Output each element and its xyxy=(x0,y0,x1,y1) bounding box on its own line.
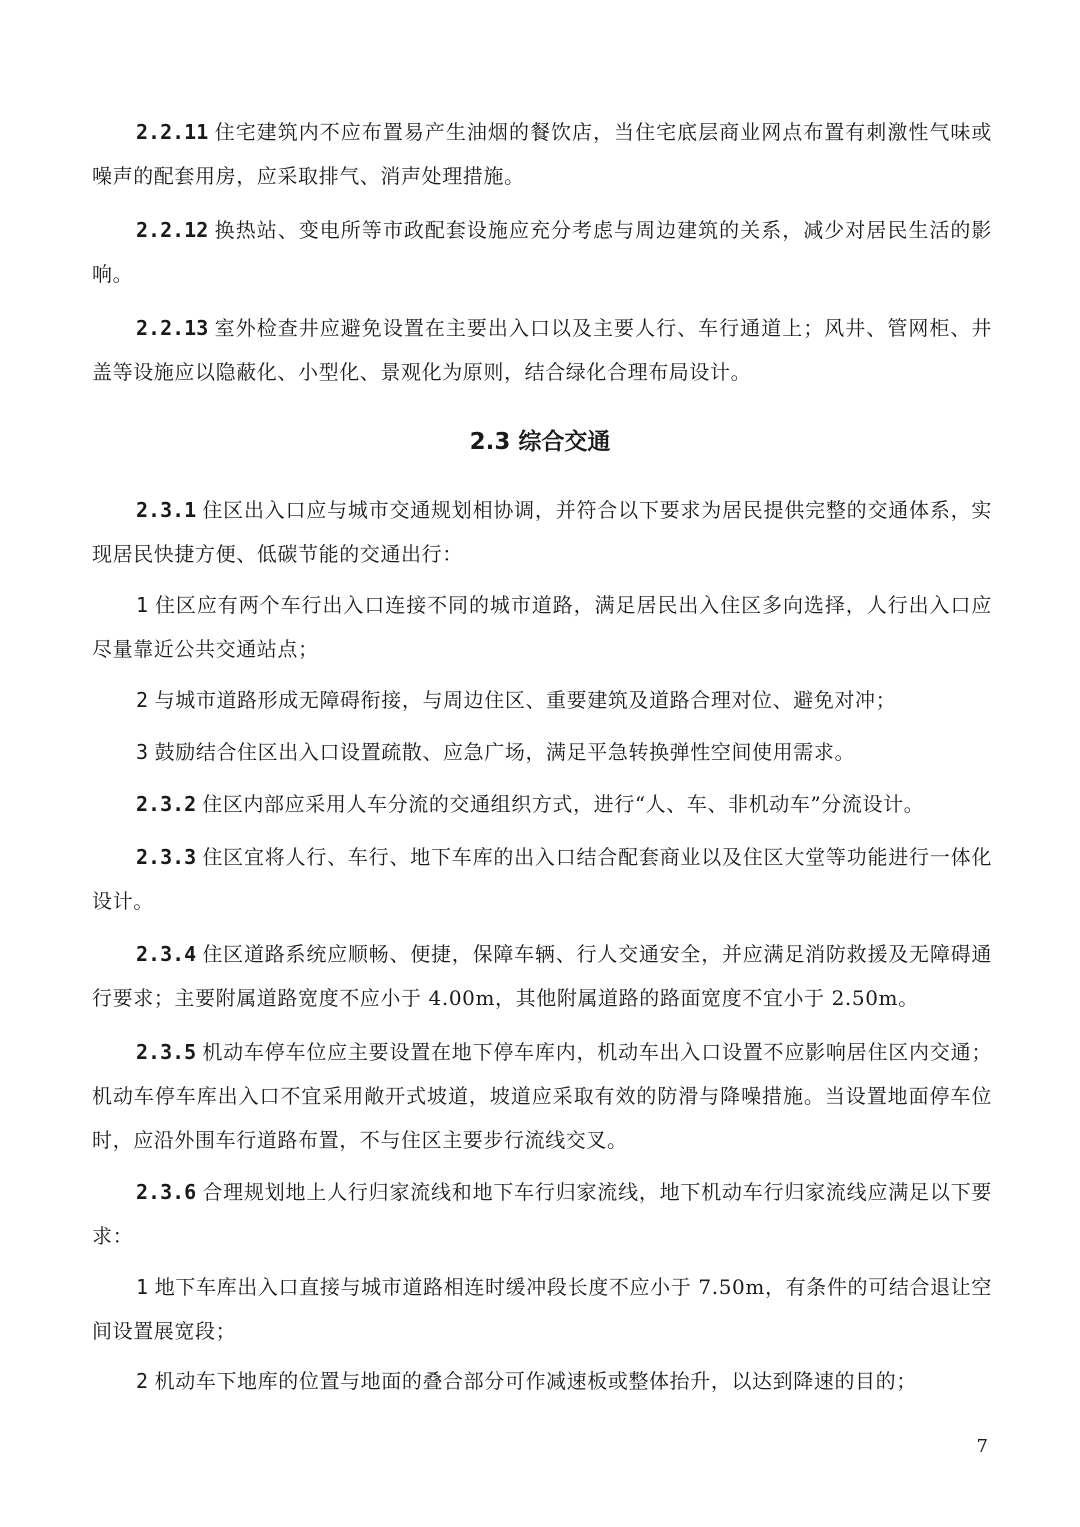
clause-text: 机动车停车位应主要设置在地下停车库内，机动车出入口设置不应影响居住区内交通；机动车停车库出入口不宜采用敞开式坡道，坡道应采取有效的防滑与降噪措施。当设置地面停车位时，应沿外围车行道路布置，不与住区主要步行流线交叉。 xyxy=(92,1040,992,1152)
clause-number: 2.2.12 xyxy=(136,218,209,242)
clause-text: 住区出入口应与城市交通规划相协调，并符合以下要求为居民提供完整的交通体系，实现居民快捷方便、低碳节能的交通出行： xyxy=(92,498,992,566)
list-item-text: 地下车库出入口直接与城市道路相连时缓冲段长度不应小于 7.50m，有条件的可结合退让空间设置展宽段； xyxy=(92,1275,992,1343)
clause-2-3-2 xyxy=(92,782,992,826)
list-item-text: 住区应有两个车行出入口连接不同的城市道路，满足居民出入住区多向选择，人行出入口应尽量靠近公共交通站点； xyxy=(92,593,992,661)
section-title: 2.3 综合交通 xyxy=(469,429,611,455)
clause-text: 合理规划地上人行归家流线和地下车行归家流线，地下机动车行归家流线应满足以下要求： xyxy=(92,1180,992,1248)
clause-2-3-6 xyxy=(92,1170,992,1258)
clause-text: 住区道路系统应顺畅、便捷，保障车辆、行人交通安全，并应满足消防救援及无障碍通行要求；主要附属道路宽度不应小于 4.00m，其他附属道路的路面宽度不宜小于 2.50m。 xyxy=(92,942,992,1010)
clause-text: 室外检查井应避免设置在主要出入口以及主要人行、车行通道上；风井、管网柜、井盖等设施应以隐蔽化、小型化、景观化为原则，结合绿化合理布局设计。 xyxy=(92,316,992,384)
clause-2-2-11 xyxy=(92,110,992,198)
list-item xyxy=(92,583,992,671)
page-number: 7 xyxy=(976,1436,988,1457)
clause-number: 2.3.4 xyxy=(136,942,197,966)
list-item-number: 2 xyxy=(136,1369,149,1393)
clause-number: 2.2.13 xyxy=(136,316,209,340)
list-item-number: 3 xyxy=(136,740,149,764)
clause-2-3-3 xyxy=(92,835,992,923)
clause-number: 2.3.6 xyxy=(136,1180,197,1204)
clause-text: 住区内部应采用人车分流的交通组织方式，进行“人、车、非机动车”分流设计。 xyxy=(202,792,925,816)
clause-2-3-1 xyxy=(92,488,992,576)
list-item-number: 2 xyxy=(136,688,149,712)
clause-text: 换热站、变电所等市政配套设施应充分考虑与周边建筑的关系，减少对居民生活的影响。 xyxy=(92,218,992,286)
clause-text: 住宅建筑内不应布置易产生油烟的餐饮店，当住宅底层商业网点布置有刺激性气味或噪声的配套用房，应采取排气、消声处理措施。 xyxy=(92,120,992,188)
clause-number: 2.2.11 xyxy=(136,120,209,144)
list-item-number: 1 xyxy=(136,1275,149,1299)
list-item-text: 与城市道路形成无障碍衔接，与周边住区、重要建筑及道路合理对位、避免对冲； xyxy=(154,688,897,712)
clause-2-3-5 xyxy=(92,1030,992,1162)
clause-number: 2.3.3 xyxy=(136,845,197,869)
list-item xyxy=(92,678,992,722)
clause-2-2-13 xyxy=(92,306,992,394)
list-item xyxy=(92,730,992,774)
clause-2-2-12 xyxy=(92,208,992,296)
clause-number: 2.3.2 xyxy=(136,792,197,816)
list-item-text: 机动车下地库的位置与地面的叠合部分可作减速板或整体抬升，以达到降速的目的； xyxy=(154,1369,917,1393)
list-item xyxy=(92,1265,992,1353)
list-item xyxy=(92,1359,992,1403)
clause-number: 2.3.1 xyxy=(136,498,197,522)
list-item-number: 1 xyxy=(136,593,149,617)
clause-2-3-4 xyxy=(92,932,992,1020)
clause-number: 2.3.5 xyxy=(136,1040,197,1064)
list-item-text: 鼓励结合住区出入口设置疏散、应急广场，满足平急转换弹性空间使用需求。 xyxy=(154,740,856,764)
clause-text: 住区宜将人行、车行、地下车库的出入口结合配套商业以及住区大堂等功能进行一体化设计。 xyxy=(92,845,992,913)
